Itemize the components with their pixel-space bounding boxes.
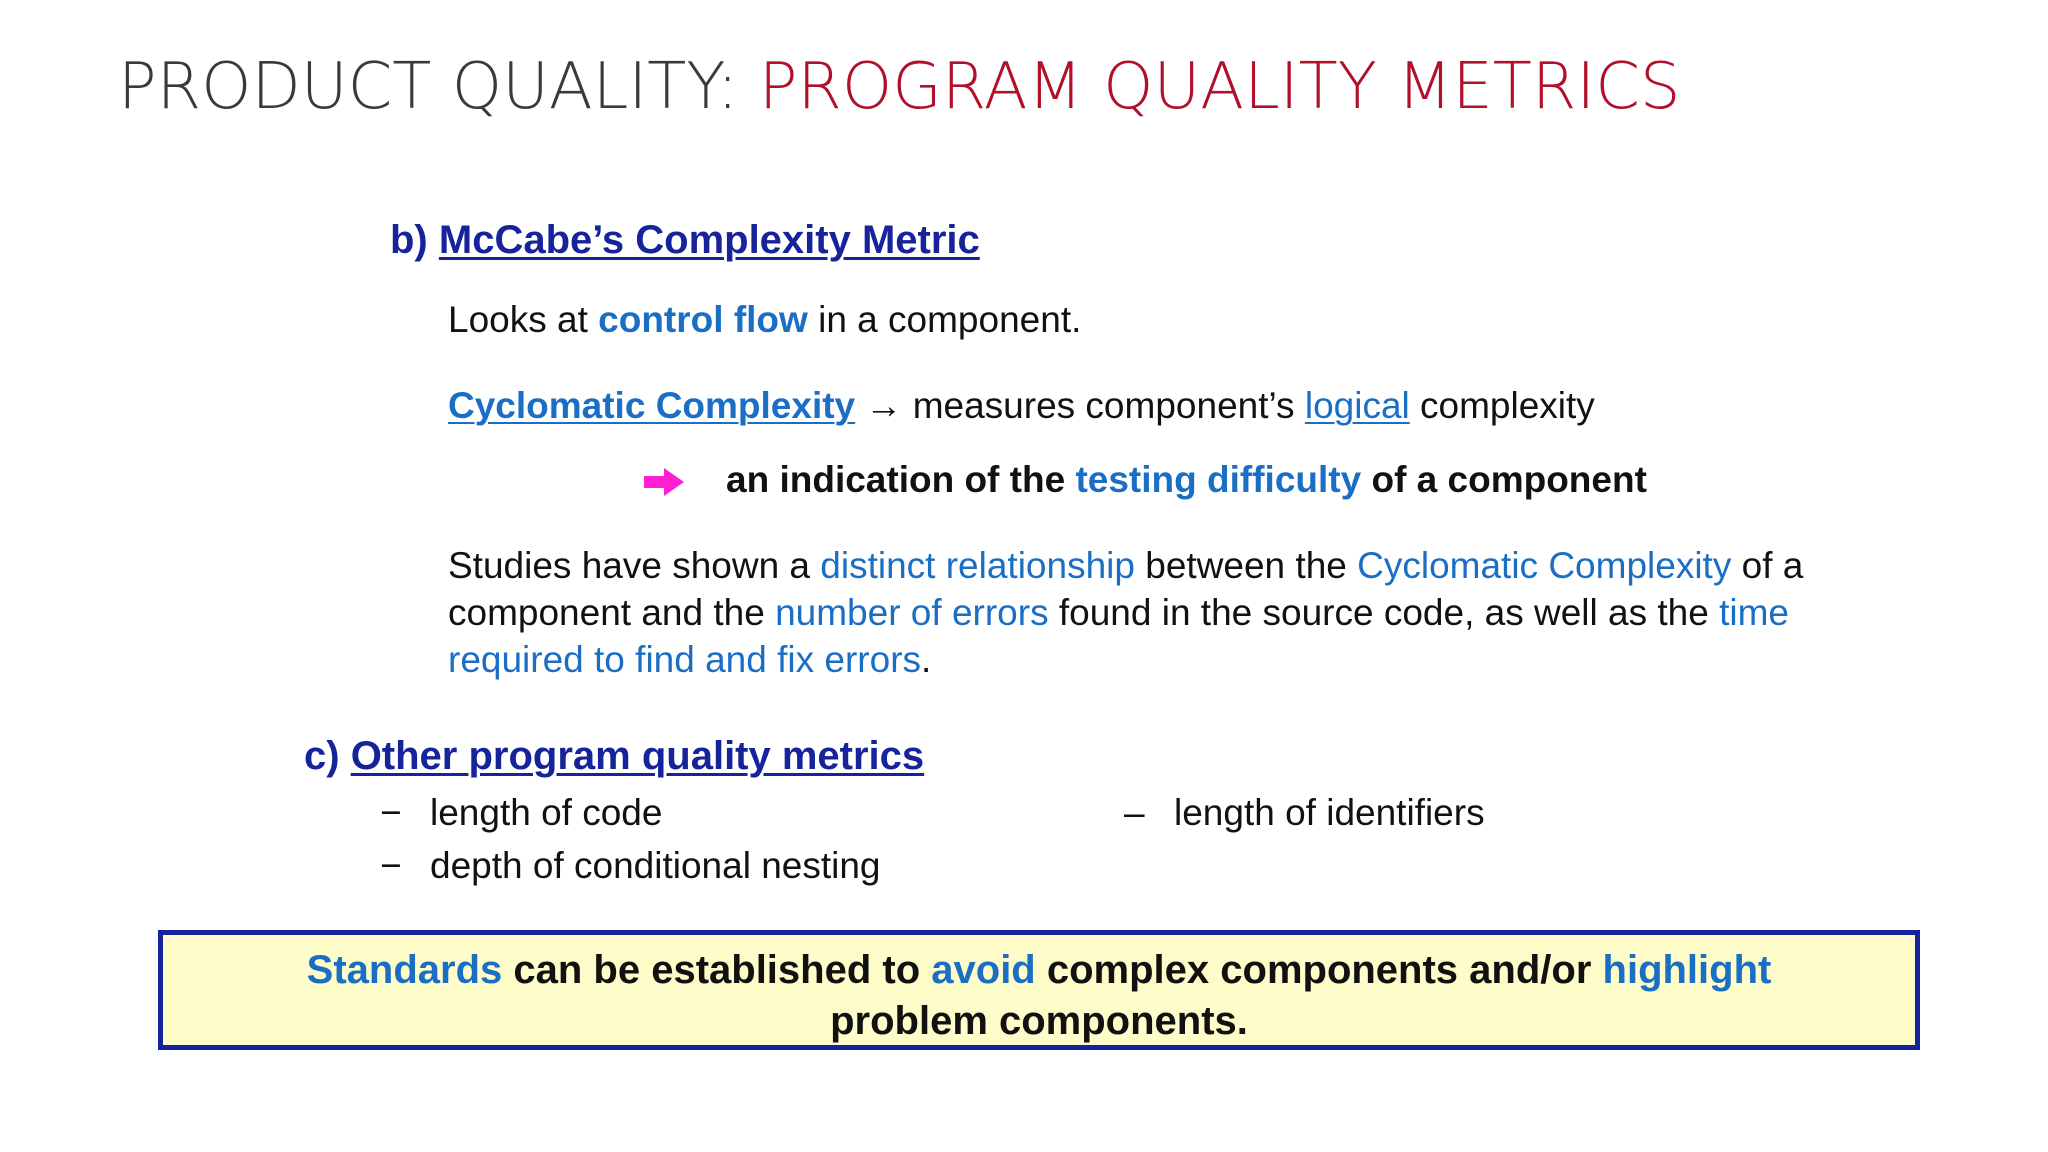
studies-text: between the xyxy=(1134,545,1358,586)
section-c-label: c) xyxy=(304,734,351,778)
bullet-depth-of-nesting xyxy=(380,845,881,887)
studies-text: of a xyxy=(1731,545,1804,586)
slide-title xyxy=(118,50,1681,124)
studies-line-3 xyxy=(448,636,1803,683)
standards-highlight: Standards xyxy=(306,948,503,992)
bullet-length-of-code xyxy=(380,792,662,834)
line1-pre: Looks at xyxy=(448,299,599,340)
studies-paragraph xyxy=(448,542,1803,683)
line2-arrow-text: → measures component’s xyxy=(855,385,1305,426)
cyclomatic-line xyxy=(448,382,1595,429)
studies-text: . xyxy=(921,639,932,680)
studies-text: Studies have shown a xyxy=(448,545,821,586)
dash-icon: – xyxy=(1124,792,1145,833)
avoid-highlight: avoid xyxy=(931,948,1036,992)
cyclomatic-complexity-highlight: Cyclomatic Complexity xyxy=(1357,545,1732,586)
highlight-highlight: highlight xyxy=(1602,948,1772,992)
distinct-relationship-highlight: distinct relationship xyxy=(820,545,1135,586)
control-flow-highlight: control flow xyxy=(598,299,808,340)
bullet-length-of-identifiers xyxy=(1124,792,1485,834)
testing-difficulty-line xyxy=(726,456,1647,503)
bullet-text: length of code xyxy=(430,792,663,833)
time-highlight: time xyxy=(1719,592,1790,633)
dash-icon: − xyxy=(380,845,402,886)
number-of-errors-highlight: number of errors xyxy=(775,592,1049,633)
section-b-label: b) xyxy=(390,218,439,262)
callout-line-1 xyxy=(163,945,1915,996)
dash-icon: − xyxy=(380,792,402,833)
control-flow-line xyxy=(448,296,1081,343)
section-b-heading-link[interactable]: McCabe’s Complexity Metric xyxy=(438,218,980,262)
studies-line-1 xyxy=(448,542,1803,589)
line3-pre: an indication of the xyxy=(726,459,1076,500)
callout-line-2: problem components. xyxy=(830,999,1248,1043)
line1-post: in a component. xyxy=(807,299,1082,340)
title-prefix: PRODUCT QUALITY: xyxy=(118,50,759,124)
section-c-heading xyxy=(304,734,924,779)
logical-link[interactable]: logical xyxy=(1304,385,1410,426)
standards-callout xyxy=(158,930,1920,1050)
section-b-heading xyxy=(390,218,980,263)
studies-line-2 xyxy=(448,589,1803,636)
studies-text: found in the source code, as well as the xyxy=(1048,592,1720,633)
section-c-heading-link[interactable]: Other program quality metrics xyxy=(350,734,925,778)
callout-text: can be established to xyxy=(502,948,932,992)
studies-text: component and the xyxy=(448,592,776,633)
title-accent: PROGRAM QUALITY METRICS xyxy=(758,50,1681,124)
right-arrow-icon xyxy=(644,468,684,496)
testing-difficulty-highlight: testing difficulty xyxy=(1075,459,1362,500)
bullet-text: depth of conditional nesting xyxy=(430,845,881,886)
bullet-text: length of identifiers xyxy=(1174,792,1485,833)
line2-post: complexity xyxy=(1409,385,1595,426)
cyclomatic-complexity-link[interactable]: Cyclomatic Complexity xyxy=(448,385,856,426)
callout-text: complex components and/or xyxy=(1035,948,1603,992)
fix-errors-highlight: required to find and fix errors xyxy=(448,639,922,680)
line3-post: of a component xyxy=(1361,459,1647,500)
